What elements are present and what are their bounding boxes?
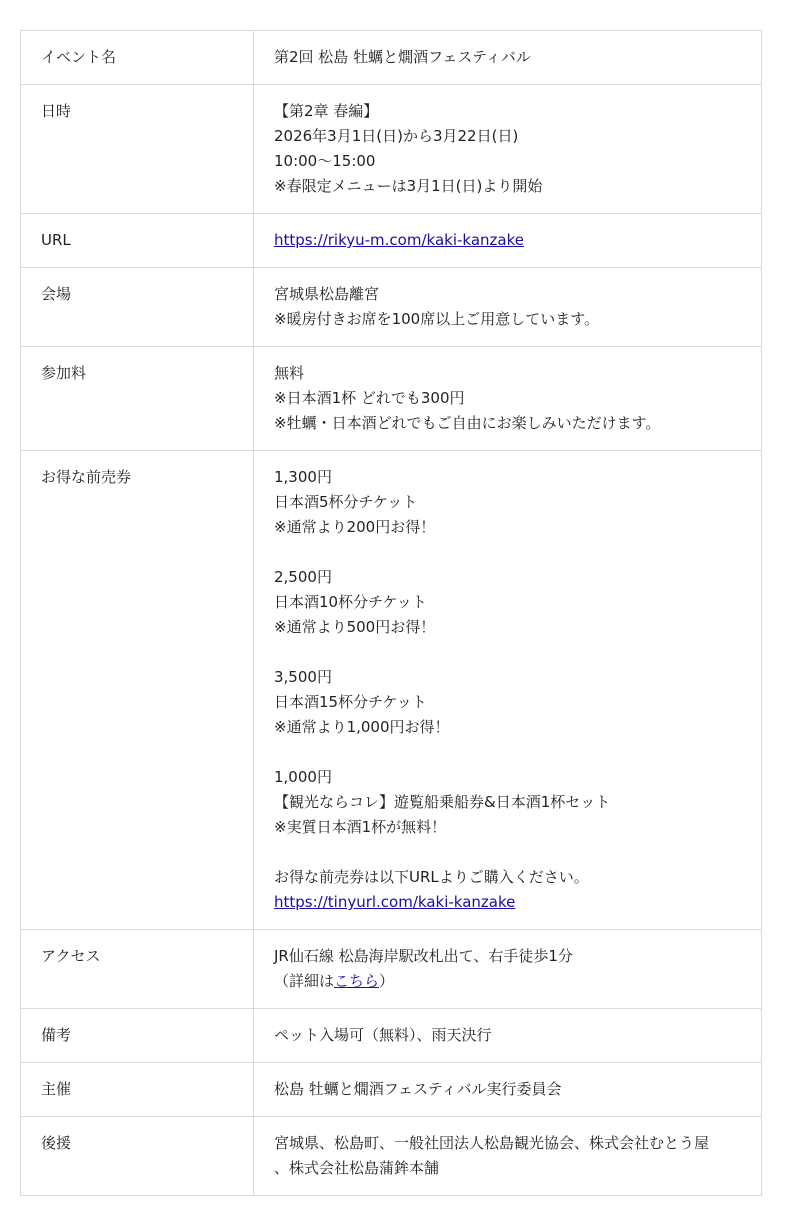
ticket-price: 1,300円 xyxy=(274,468,332,486)
venue-line: 宮城県松島離宮 xyxy=(274,285,380,303)
ticket-name: 【観光ならコレ】遊覧船乗船券&日本酒1杯セット xyxy=(274,793,611,811)
access-detail xyxy=(274,969,741,994)
ticket-name: 日本酒15杯分チケット xyxy=(274,693,427,711)
ticket-price: 3,500円 xyxy=(274,668,332,686)
ticket-note: ※実質日本酒1杯が無料！ xyxy=(274,818,447,836)
access-detail-link[interactable]: こちら xyxy=(334,972,380,990)
row-value xyxy=(254,268,762,347)
fee-line: ※牡蠣・日本酒どれでもご自由にお楽しみいただけます。 xyxy=(274,414,661,432)
ticket-note: ※通常より1,000円お得！ xyxy=(274,718,450,736)
row-value xyxy=(254,1063,762,1117)
row-value xyxy=(254,1009,762,1063)
row-label: イベント名 xyxy=(21,31,254,85)
venue-line: ※暖房付きお席を100席以上ご用意しています。 xyxy=(274,310,600,328)
purchase-text: お得な前売券は以下URLよりご購入ください。 xyxy=(274,868,589,886)
access-line: JR仙石線 松島海岸駅改札出て、右手徒歩1分 xyxy=(274,947,573,965)
ticket-name: 日本酒10杯分チケット xyxy=(274,593,427,611)
access-detail-suffix: ） xyxy=(379,972,395,990)
table-row-organizer xyxy=(21,1063,762,1117)
ticket-name: 日本酒5杯分チケット xyxy=(274,493,418,511)
table-row-datetime xyxy=(21,85,762,214)
fee-line: ※日本酒1杯 どれでも300円 xyxy=(274,389,465,407)
datetime-line: 10:00〜15:00 xyxy=(274,152,376,170)
row-label: 備考 xyxy=(21,1009,254,1063)
row-label: アクセス xyxy=(21,930,254,1009)
row-value xyxy=(254,214,762,268)
row-value xyxy=(254,347,762,451)
row-label: URL xyxy=(21,214,254,268)
row-value xyxy=(254,930,762,1009)
row-label: 日時 xyxy=(21,85,254,214)
row-label: 後援 xyxy=(21,1117,254,1196)
row-value xyxy=(254,1117,762,1196)
row-label: お得な前売券 xyxy=(21,451,254,930)
table-row-notes xyxy=(21,1009,762,1063)
event-name-text: 第2回 松島 牡蠣と燗酒フェスティバル xyxy=(274,48,531,66)
table-row-fee xyxy=(21,347,762,451)
ticket-note: ※通常より200円お得！ xyxy=(274,518,436,536)
table-row-url xyxy=(21,214,762,268)
row-label: 会場 xyxy=(21,268,254,347)
table-row-access xyxy=(21,930,762,1009)
support-line: 宮城県、松島町、一般社団法人松島観光協会、株式会社むとう屋 xyxy=(274,1134,710,1152)
organizer-text: 松島 牡蠣と燗酒フェスティバル実行委員会 xyxy=(274,1080,562,1098)
datetime-line: 【第2章 春編】 xyxy=(274,102,379,120)
spacer xyxy=(274,640,741,665)
notes-text: ペット入場可（無料）、雨天決行 xyxy=(274,1026,492,1044)
ticket-price: 1,000円 xyxy=(274,768,332,786)
table-row-support xyxy=(21,1117,762,1196)
table-row-venue xyxy=(21,268,762,347)
support-line: 、株式会社松島蒲鉾本舗 xyxy=(274,1159,440,1177)
spacer xyxy=(274,840,741,865)
fee-line: 無料 xyxy=(274,364,305,382)
spacer xyxy=(274,540,741,565)
purchase-link[interactable]: https://tinyurl.com/kaki-kanzake xyxy=(274,893,516,911)
row-label: 主催 xyxy=(21,1063,254,1117)
datetime-line: ※春限定メニューは3月1日(日)より開始 xyxy=(274,177,543,195)
row-value xyxy=(254,85,762,214)
ticket-price: 2,500円 xyxy=(274,568,332,586)
row-value xyxy=(254,451,762,930)
table-row-presale xyxy=(21,451,762,930)
row-value xyxy=(254,31,762,85)
event-url-link[interactable]: https://rikyu-m.com/kaki-kanzake xyxy=(274,231,524,249)
ticket-note: ※通常より500円お得！ xyxy=(274,618,436,636)
datetime-line: 2026年3月1日(日)から3月22日(日) xyxy=(274,127,519,145)
table-row-event-name xyxy=(21,31,762,85)
access-detail-prefix: （詳細は xyxy=(274,972,335,990)
spacer xyxy=(274,740,741,765)
event-info-table xyxy=(20,30,762,1196)
row-label: 参加料 xyxy=(21,347,254,451)
